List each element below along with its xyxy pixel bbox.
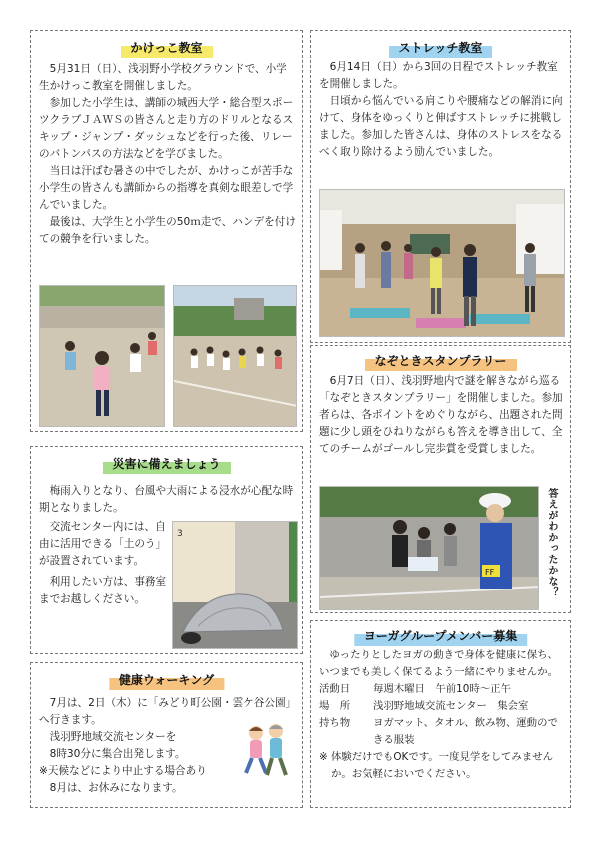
walking-line: 8月は、お休みになります。	[49, 782, 183, 794]
disaster-paragraph: 利用したい方は、事務室までお越しください。	[39, 576, 167, 605]
stretch-photo-class	[319, 189, 565, 337]
nazotoki-section	[310, 345, 571, 613]
yoga-row-key: 活動日	[319, 683, 351, 695]
yoga-row-value: 浅羽野地域交流センター 集会室	[373, 700, 529, 712]
nazotoki-caption: 答えがわかったかな？	[546, 488, 557, 598]
kakekko-photo-relay	[173, 285, 297, 427]
disaster-title: 災害に備えましょう	[102, 454, 230, 474]
walking-title: 健康ウォーキング	[109, 670, 224, 690]
kakekko-photo-kids-running	[39, 285, 165, 427]
yoga-row-place	[319, 698, 567, 715]
kakekko-body	[39, 61, 297, 248]
kakekko-paragraph: 当日は汗ばむ暑さの中でしたが、かけっこが苦手な小学生の皆さんも講師からの指導を真剣な眼差しで学んでいました。	[39, 165, 294, 211]
disaster-detail	[39, 519, 167, 608]
walking-line: 8時30分に集合出発します。	[49, 748, 186, 760]
yoga-row-value: ヨガマット、タオル、飲み物、運動のできる服装	[373, 717, 558, 746]
kakekko-title: かけっこ教室	[120, 38, 212, 58]
walking-line: 7月は、2日（木）に「みどり町公園・雲ケ谷公園」へ行きます。	[39, 697, 297, 726]
yoga-row-items	[319, 715, 567, 749]
stretch-paragraph: 6月14日（日）から3回の日程でストレッチ教室を開催しました。	[319, 61, 558, 90]
walking-section	[30, 662, 303, 808]
stretch-title: ストレッチ教室	[389, 38, 493, 58]
disaster-paragraph: 梅雨入りとなり、台風や大雨による浸水が心配な時期となりました。	[39, 485, 294, 514]
stretch-paragraph: 日頃から悩んでいる肩こりや腰痛などの解消に向けて、身体をゆっくりと伸ばすストレッチに挑戦しました。参加した皆さんは、身体のストレスをなるべく取り除けるよう励んでいました。	[319, 95, 563, 158]
disaster-intro	[39, 483, 297, 517]
kakekko-paragraph: 最後は、大学生と小学生の50ｍ走で、ハンデを付けての競争を行いました。	[39, 216, 296, 245]
kakekko-paragraph: 参加した小学生は、講師の城西大学・総合型スポーツクラブＪＡＷＳの皆さんと走り方のドリルとなるスキップ・ジャンプ・ダッシュなどを行った後、リレーのバトンパスの方法などを学びました。	[39, 97, 294, 160]
yoga-body	[319, 647, 567, 783]
disaster-photo-sandbags	[172, 521, 298, 649]
walking-line: 浅羽野地域交流センターを	[49, 731, 177, 743]
kakekko-section	[30, 30, 303, 432]
nazotoki-title: なぞときスタンプラリー	[364, 351, 516, 371]
svg-text:3: 3	[177, 529, 183, 539]
stretch-body	[319, 59, 565, 161]
yoga-row-key: 場 所	[319, 700, 351, 712]
yoga-title: ヨーガグループメンバー募集	[354, 626, 527, 646]
kakekko-paragraph: 5月31日（日）、浅羽野小学校グラウンドで、小学生かけっこ教室を開催しました。	[39, 63, 287, 92]
svg-text:FF: FF	[485, 568, 495, 577]
yoga-intro: ゆったりとしたヨガの動きで身体を健康に保ち、いつまでも美しく保てるよう一緒にやりませんか。	[319, 649, 558, 678]
yoga-row-date	[319, 681, 567, 698]
yoga-row-key: 持ち物	[319, 717, 351, 729]
walking-illustration	[236, 721, 296, 781]
stretch-section	[310, 30, 571, 343]
yoga-row-value: 毎週木曜日 午前10時～正午	[373, 683, 511, 695]
nazotoki-photo-rally	[319, 486, 539, 610]
yoga-section	[310, 620, 571, 808]
nazotoki-paragraph: 6月7日（日）、浅羽野地内で謎を解きながら巡る「なぞときスタンプラリー」を開催しました。参加者らは、各ポイントをめぐりながら、出題された問題に少し頭をひねりながらも答えを導き出して、全てのチームがゴールし完歩賞を受賞しました。	[319, 375, 563, 455]
walking-line: ※天候などにより中止する場合あり	[39, 765, 207, 777]
disaster-paragraph: 交流センター内には、自由に活用できる「土のう」が設置されています。	[39, 521, 167, 567]
disaster-section	[30, 446, 303, 654]
yoga-note: ※ 体験だけでもOKです。一度見学をしてみませんか。お気軽においでください。	[319, 751, 553, 780]
nazotoki-body	[319, 373, 565, 458]
